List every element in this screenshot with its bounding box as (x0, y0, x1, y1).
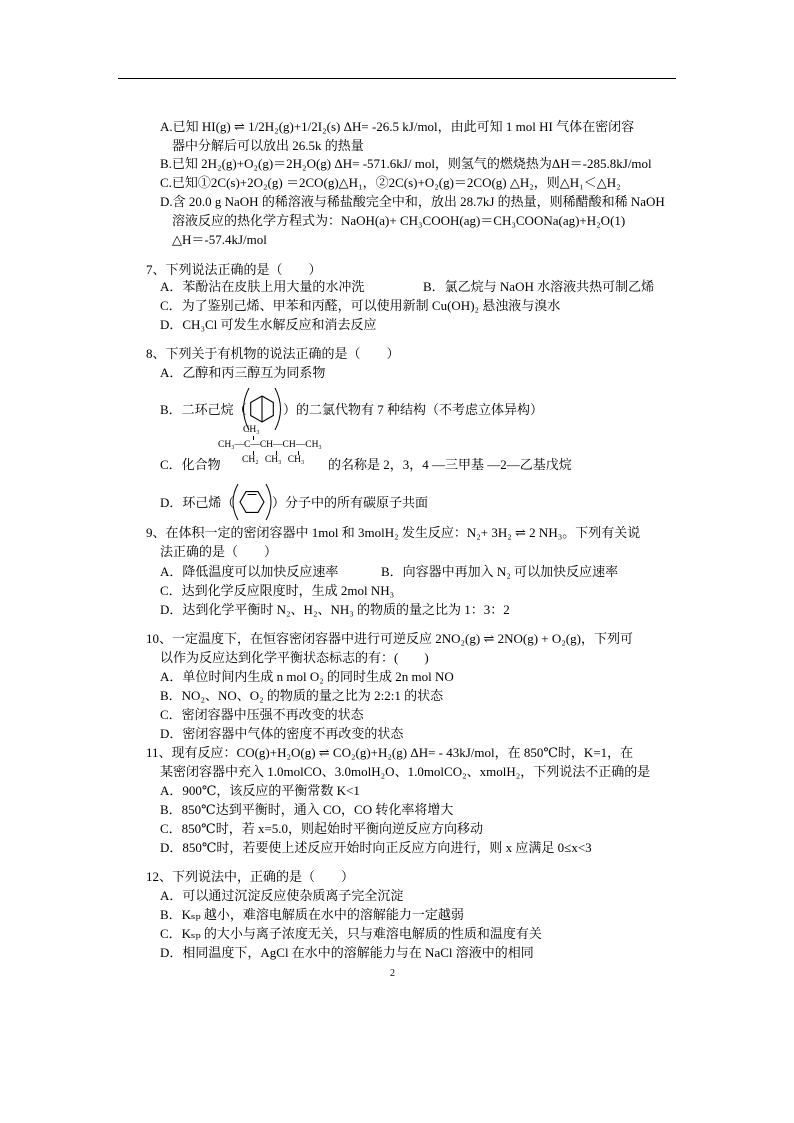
q12-option-a: A．可以通过沉淀反应使杂质离子完全沉淀 (160, 888, 404, 903)
cyclohexene-structure-icon (231, 482, 273, 522)
q11-stem-line-1: 11、现有反应：CO(g)+H₂O(g) ⇌ CO₂(g)+H₂(g) ΔH= - 43kJ/mol，在 850℃时，K=1，在 (146, 745, 634, 760)
q8-option-d-prefix: D．环己烯（ (160, 495, 235, 510)
q7-stem: 7、下列说法正确的是（ ） (146, 262, 322, 277)
compound-structural-formula (218, 425, 328, 467)
q6-option-d-line-1: D.含 20.0 g NaOH 的稀溶液与稀盐酸完全中和，放出 28.7kJ 的热量，则稀醋酸和稀 NaOH (160, 194, 665, 209)
q10-option-b: B．NO₂、NO、O₂ 的物质的量之比为 2:2:1 的状态 (160, 688, 444, 703)
q8-option-a: A．乙醇和丙三醇互为同系物 (160, 365, 326, 380)
q9-option-c: C．达到化学反应限度时，生成 2mol NH₃ (160, 583, 395, 598)
q8-option-c-prefix: C．化合物 (160, 457, 221, 472)
q8-option-b-suffix: ）的二氯代物有 7 种结构（不考虑立体异构） (283, 402, 544, 417)
q9-stem-line-1: 9、在体积一定的密闭容器中 1mol 和 3molH₂ 发生反应：N₂+ 3H₂ ⇌ 2 NH₃。下列有关说 (146, 525, 641, 540)
q7-option-b: B．氯乙烷与 NaOH 水溶液共热可制乙烯 (423, 279, 655, 294)
formula-top-group: CH₃ (243, 425, 260, 435)
q11-option-d: D．850℃时，若要使上述反应开始时向正反应方向进行，则 x 应满足 0≤x<3 (160, 840, 592, 855)
q7-option-a: A．苯酚沾在皮肤上用大量的水冲洗 (160, 279, 365, 294)
q12-option-c: C．Kₛₚ 的大小与离子浓度无关，只与难溶电解质的性质和温度有关 (160, 926, 542, 941)
q6-option-c: C.已知①2C(s)+2O₂(g) ＝2CO(g)△H₁，②2C(s)+O₂(g)＝2CO(g) △H₂，则△H₁＜△H₂ (160, 175, 621, 190)
q12-option-b: B．Kₛₚ 越小，难溶电解质在水中的溶解能力一定越弱 (160, 907, 464, 922)
q10-option-a: A．单位时间内生成 n mol O₂ 的同时生成 2n mol NO (160, 669, 454, 684)
q9-option-d: D．达到化学平衡时 N₂、H₂、NH₃ 的物质的量之比为 1：3：2 (160, 602, 510, 617)
q6-option-d-line-2: 溶液反应的热化学方程式为：NaOH(a)+ CH₃COOH(ag)＝CH₃COONa(ag)+H₂O(1) (172, 213, 626, 228)
q8-option-d-suffix: ）分子中的所有碳原子共面 (272, 495, 429, 510)
q11-option-a: A．900℃，该反应的平衡常数 K<1 (160, 783, 360, 798)
q9-option-a: A．降低温度可以加快反应速率 (160, 564, 339, 579)
q6-option-d-line-3: △H＝-57.4kJ/mol (172, 232, 267, 247)
q10-stem-line-1: 10、一定温度下，在恒容密闭容器中进行可逆反应 2NO₂(g) ⇌ 2NO(g) + O₂(g)，下列可 (146, 631, 633, 646)
q7-option-d: D．CH₃Cl 可发生水解反应和消去反应 (160, 317, 377, 332)
q8-stem: 8、下列关于有机物的说法正确的是（ ） (146, 346, 400, 361)
q9-option-b: B．向容器中再加入 N₂ 可以加快反应速率 (381, 564, 619, 579)
q6-option-a-line-1: A.已知 HI(g) ⇌ 1/2H₂(g)+1/2I₂(s) ΔH= -26.5 kJ/mol，由此可知 1 mol HI 气体在密闭容 (160, 119, 635, 134)
q7-option-c: C．为了鉴别己烯、甲苯和丙醛，可以使用新制 Cu(OH)₂ 悬浊液与溴水 (160, 298, 561, 313)
q9-stem-line-2: 法正确的是（ ） (160, 544, 278, 559)
q8-option-b-prefix: B．二环己烷（ (160, 402, 247, 417)
formula-bottom-groups: CH₂ CH₃ CH₃ (242, 455, 305, 465)
header-rule (118, 78, 676, 79)
q11-option-c: C．850℃时，若 x=5.0，则起始时平衡向逆反应方向移动 (160, 821, 484, 836)
q12-option-d: D．相同温度下，AgCl 在水中的溶解能力与在 NaCl 溶液中的相同 (160, 945, 534, 960)
q8-option-c-suffix: 的名称是 2，3，4 —三甲基 —2—乙基戊烷 (328, 457, 572, 472)
q11-stem-line-2: 某密闭容器中充入 1.0molCO、3.0molH₂O、1.0molCO₂、xmolH₂，下列说法不正确的是 (160, 764, 651, 779)
formula-main-chain: CH₃—C—CH—CH—CH₃ (218, 440, 322, 450)
q6-option-a-line-2: 器中分解后可以放出 26.5k 的热量 (172, 138, 364, 153)
q10-option-d: D．密闭容器中气体的密度不再改变的状态 (160, 726, 404, 741)
q10-option-c: C．密闭容器中压强不再改变的状态 (160, 707, 364, 722)
q10-stem-line-2: 以作为反应达到化学平衡状态标志的有：( ) (160, 650, 429, 665)
q11-option-b: B．850℃达到平衡时，通入 CO，CO 转化率将增大 (160, 802, 454, 817)
q6-option-b: B.已知 2H₂(g)+O₂(g)＝2H₂O(g) ΔH= -571.6kJ/ mol，则氢气的燃烧热为ΔH＝-285.8kJ/mol (160, 156, 652, 171)
q12-stem: 12、下列说法中，正确的是（ ） (146, 869, 355, 884)
page-number: 2 (390, 968, 395, 979)
